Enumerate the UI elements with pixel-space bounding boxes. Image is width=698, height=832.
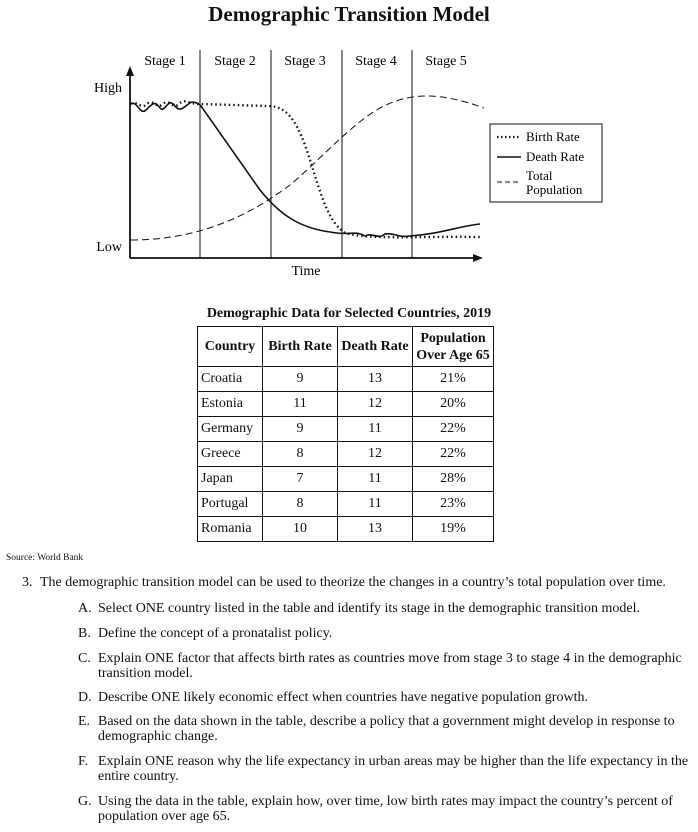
total-population-line <box>131 96 484 240</box>
part-letter: A. <box>78 601 92 616</box>
question-part-g <box>78 794 690 824</box>
part-text: Select ONE country listed in the table and identify its stage in the demographic transition model. <box>98 601 640 616</box>
legend-birth-label: Birth Rate <box>526 129 580 144</box>
table-row <box>198 417 494 442</box>
table-row <box>198 392 494 417</box>
cell-death-rate: 11 <box>338 492 413 517</box>
table-row <box>198 492 494 517</box>
cell-country: Croatia <box>198 367 263 392</box>
legend-death-label: Death Rate <box>526 149 585 164</box>
part-letter: G. <box>78 794 92 809</box>
birth-rate-line <box>131 101 480 237</box>
stage-label-4: Stage 4 <box>355 54 397 69</box>
part-text: Define the concept of a pronatalist policy. <box>98 626 333 641</box>
part-letter: E. <box>78 714 91 729</box>
cell-country: Germany <box>198 417 263 442</box>
demographic-data-table <box>197 326 494 542</box>
cell-pop-over-65: 28% <box>413 467 494 492</box>
page-title: Demographic Transition Model <box>208 2 490 26</box>
header-country: Country <box>198 327 263 367</box>
header-death-rate: Death Rate <box>338 327 413 367</box>
y-axis-low-label: Low <box>96 240 122 255</box>
part-letter: F. <box>78 754 89 769</box>
cell-death-rate: 11 <box>338 467 413 492</box>
part-letter: D. <box>78 690 92 705</box>
part-text: Based on the data shown in the table, describe a policy that a government might develop in response to demographic change. <box>98 714 675 744</box>
part-text: Using the data in the table, explain how, over time, low birth rates may impact the country’s percent of population over age 65. <box>98 794 673 824</box>
header-population-over-65 <box>413 327 494 367</box>
cell-country: Romania <box>198 517 263 542</box>
cell-country: Estonia <box>198 392 263 417</box>
part-text: Explain ONE reason why the life expectancy in urban areas may be higher than the life expectancy in the entire country. <box>98 754 689 784</box>
y-axis-high-label: High <box>94 81 122 96</box>
cell-birth-rate: 10 <box>263 517 338 542</box>
cell-pop-over-65: 19% <box>413 517 494 542</box>
table-row <box>198 442 494 467</box>
cell-birth-rate: 8 <box>263 492 338 517</box>
part-letter: B. <box>78 626 91 641</box>
cell-death-rate: 12 <box>338 442 413 467</box>
stage-label-1: Stage 1 <box>144 54 186 69</box>
cell-pop-over-65: 20% <box>413 392 494 417</box>
stage-labels <box>144 54 467 69</box>
table-caption: Demographic Data for Selected Countries, 2019 <box>206 306 492 321</box>
part-letter: C. <box>78 651 91 666</box>
header-birth-rate: Birth Rate <box>263 327 338 367</box>
cell-death-rate: 13 <box>338 517 413 542</box>
source-note: Source: World Bank <box>6 553 84 563</box>
table-row <box>198 467 494 492</box>
cell-country: Greece <box>198 442 263 467</box>
cell-pop-over-65: 22% <box>413 417 494 442</box>
table-header-row <box>198 327 494 367</box>
legend <box>490 124 602 202</box>
cell-birth-rate: 9 <box>263 367 338 392</box>
stage-label-3: Stage 3 <box>284 54 326 69</box>
cell-birth-rate: 8 <box>263 442 338 467</box>
cell-birth-rate: 9 <box>263 417 338 442</box>
cell-country: Japan <box>198 467 263 492</box>
table-row <box>198 367 494 392</box>
question-part-d <box>78 690 690 705</box>
part-text: Describe ONE likely economic effect when countries have negative population growth. <box>98 690 588 705</box>
cell-death-rate: 13 <box>338 367 413 392</box>
question-stem <box>22 575 666 591</box>
question-number: 3. <box>22 575 33 590</box>
axes <box>130 74 474 258</box>
cell-birth-rate: 7 <box>263 467 338 492</box>
question-part-a <box>78 601 690 616</box>
question-part-f <box>78 754 690 784</box>
cell-pop-over-65: 23% <box>413 492 494 517</box>
question-part-b <box>78 626 690 641</box>
cell-country: Portugal <box>198 492 263 517</box>
cell-death-rate: 11 <box>338 417 413 442</box>
cell-death-rate: 12 <box>338 392 413 417</box>
cell-pop-over-65: 22% <box>413 442 494 467</box>
stage-label-2: Stage 2 <box>214 54 256 69</box>
question-text: The demographic transition model can be used to theorize the changes in a country’s total population over time. <box>40 575 666 590</box>
question-part-c <box>78 651 690 681</box>
header-pop-line2: Over Age 65 <box>416 347 490 363</box>
legend-total-label-1: Total <box>526 168 553 183</box>
cell-pop-over-65: 21% <box>413 367 494 392</box>
table-row <box>198 517 494 542</box>
death-rate-line <box>131 102 480 236</box>
x-axis-arrow <box>473 254 483 262</box>
cell-birth-rate: 11 <box>263 392 338 417</box>
legend-total-label-2: Population <box>526 182 583 197</box>
question-part-e <box>78 714 690 744</box>
header-pop-line1: Population <box>420 330 486 346</box>
part-text: Explain ONE factor that affects birth rates as countries move from stage 3 to stage 4 in the demographic transition model. <box>98 651 682 681</box>
stage-label-5: Stage 5 <box>425 54 467 69</box>
x-axis-label: Time <box>291 264 321 279</box>
demographic-transition-diagram <box>0 0 698 300</box>
y-axis-arrow <box>126 66 134 76</box>
